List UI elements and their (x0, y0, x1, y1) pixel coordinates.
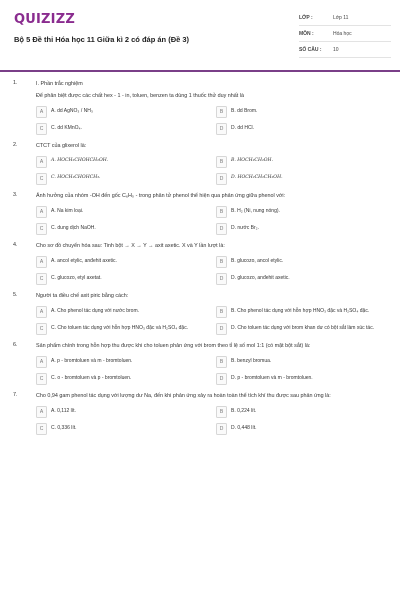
question-item (0, 80, 400, 135)
option-letter: D (216, 223, 227, 235)
option-text: B. glucozo, ancol etylic. (231, 258, 284, 264)
question-number: 7. (13, 392, 18, 398)
meta-value: 10 (333, 46, 339, 53)
option-letter: A (36, 106, 47, 118)
answer-option-d[interactable] (216, 373, 386, 385)
option-letter: A (36, 356, 47, 368)
option-letter: A (36, 206, 47, 218)
question-number: 1. (13, 80, 18, 86)
answer-option-b[interactable] (216, 406, 386, 418)
answer-options (36, 256, 386, 285)
option-letter: C (36, 223, 47, 235)
option-text: A. Na kim loại. (51, 208, 84, 214)
question-number: 2. (13, 142, 18, 148)
answer-option-b[interactable] (216, 256, 386, 268)
option-text: C. Cho toluen tác dụng với hỗn hợp HNO₃ đặc và H₂SO₄ đặc. (51, 325, 189, 331)
meta-row-subject (299, 26, 391, 42)
option-letter: B (216, 106, 227, 118)
option-text: B. HOCH₂CH₂OH. (231, 158, 274, 163)
option-text: C. 0,336 lít. (51, 425, 77, 431)
option-letter: B (216, 406, 227, 418)
question-text: Cho 0,94 gam phenol tác dụng với lượng dư Na, đến khi phản ứng xảy ra hoàn toàn thể tích khí thu được sau phản ứng là: (36, 393, 331, 399)
answer-options (36, 156, 386, 185)
option-text: B. dd Brom. (231, 108, 258, 114)
answer-option-a[interactable] (36, 306, 216, 318)
quizizz-logo: QUIZIZZ (14, 12, 75, 27)
question-item (0, 392, 400, 435)
option-text: A. dd AgNO₃ / NH₃ (51, 108, 93, 114)
question-text: Người ta điều chế axit piric bằng cách: (36, 293, 129, 299)
answer-option-a[interactable] (36, 256, 216, 268)
question-text: CTCT của glixerol là: (36, 143, 87, 149)
option-letter: C (36, 323, 47, 335)
answer-option-a[interactable] (36, 356, 216, 368)
answer-option-b[interactable] (216, 156, 386, 168)
option-text: B. benzyl bromua. (231, 358, 272, 364)
option-letter: D (216, 273, 227, 285)
answer-option-c[interactable] (36, 423, 216, 435)
option-text: C. glucozo, etyl axetat. (51, 275, 102, 281)
answer-option-c[interactable] (36, 323, 216, 335)
option-letter: C (36, 373, 47, 385)
option-letter: C (36, 173, 47, 185)
question-text: Để phân biệt được các chất hex - 1 - in, toluen, benzen ta dùng 1 thuốc thử duy nhất là (36, 93, 244, 99)
answer-option-d[interactable] (216, 323, 386, 335)
option-letter: B (216, 206, 227, 218)
answer-option-a[interactable] (36, 106, 216, 118)
header-divider (0, 70, 400, 72)
question-number: 3. (13, 192, 18, 198)
question-text: Cho sơ đồ chuyển hóa sau: Tinh bột → X → Y → axit axetic. X và Y lần lượt là: (36, 243, 225, 249)
question-item (0, 292, 400, 335)
meta-value: Hóa học (333, 30, 352, 37)
answer-option-c[interactable] (36, 273, 216, 285)
question-item (0, 242, 400, 285)
question-list (0, 80, 400, 435)
question-item (0, 142, 400, 185)
option-text: A. HOCH₂CHOHCH₂OH. (51, 158, 109, 163)
meta-label: MÔN : (299, 30, 314, 37)
question-item (0, 342, 400, 385)
answer-options (36, 306, 386, 335)
option-text: D. dd HCl. (231, 125, 255, 131)
question-text: I. Phần trắc nghiệm (36, 81, 83, 87)
question-number: 6. (13, 342, 18, 348)
option-letter: A (36, 306, 47, 318)
option-text: D. 0,448 lít. (231, 425, 257, 431)
answer-option-a[interactable] (36, 206, 216, 218)
answer-option-c[interactable] (36, 123, 216, 135)
answer-option-d[interactable] (216, 423, 386, 435)
option-letter: A (36, 156, 47, 168)
answer-option-c[interactable] (36, 373, 216, 385)
option-text: A. p - bromtoluen và m - bromtoluen. (51, 358, 133, 364)
option-text: C. dd KMnO₄. (51, 125, 82, 131)
option-text: A. ancol etylic, anđehit axetic. (51, 258, 117, 264)
question-item (0, 192, 400, 235)
option-letter: D (216, 173, 227, 185)
option-text: D. nước Br₂. (231, 225, 260, 231)
option-text: A. 0,112 lít. (51, 408, 76, 414)
meta-row-class (299, 10, 391, 26)
option-letter: B (216, 356, 227, 368)
question-number: 4. (13, 242, 18, 248)
option-letter: B (216, 156, 227, 168)
meta-row-count (299, 42, 391, 58)
answer-options (36, 206, 386, 235)
option-text: C. HOCH₂CHOHCH₃. (51, 175, 101, 180)
answer-option-b[interactable] (216, 206, 386, 218)
answer-option-d[interactable] (216, 173, 386, 185)
option-letter: A (36, 406, 47, 418)
meta-table (299, 10, 391, 58)
answer-option-a[interactable] (36, 406, 216, 418)
answer-option-d[interactable] (216, 123, 386, 135)
meta-label: SỐ CÂU : (299, 46, 322, 53)
answer-option-b[interactable] (216, 356, 386, 368)
option-text: C. o - bromtoluen và p - bromtoluen. (51, 375, 132, 381)
option-text: D. HOCH₂CH₂CH₂OH. (231, 175, 283, 180)
option-letter: B (216, 256, 227, 268)
option-letter: D (216, 323, 227, 335)
question-text: Sản phẩm chính trong hỗn hợp thu được khi cho toluen phản ứng với brom theo tỉ lệ số mol 1:1 (có mặt bột sắt) là: (36, 343, 311, 349)
option-letter: C (36, 123, 47, 135)
option-letter: C (36, 423, 47, 435)
answer-option-b[interactable] (216, 306, 386, 318)
option-letter: D (216, 423, 227, 435)
option-letter: C (36, 273, 47, 285)
answer-option-d[interactable] (216, 223, 386, 235)
option-text: B. Cho phenol tác dụng với hỗn hợp HNO₃ đặc và H₂SO₄ đặc. (231, 308, 370, 314)
question-number: 5. (13, 292, 18, 298)
answer-option-b[interactable] (216, 106, 386, 118)
answer-option-c[interactable] (36, 223, 216, 235)
meta-value: Lớp 11 (333, 14, 349, 21)
answer-option-a[interactable] (36, 156, 216, 168)
answer-options (36, 106, 386, 135)
answer-options (36, 356, 386, 385)
option-text: D. glucozo, anđehit axetic. (231, 275, 290, 281)
meta-label: LỚP : (299, 14, 313, 21)
option-text: B. H₂ (Ni, nung nóng). (231, 208, 280, 214)
answer-option-c[interactable] (36, 173, 216, 185)
answer-options (36, 406, 386, 435)
option-text: B. 0,224 lít. (231, 408, 257, 414)
option-letter: D (216, 373, 227, 385)
option-letter: A (36, 256, 47, 268)
answer-option-d[interactable] (216, 273, 386, 285)
option-text: D. Cho toluen tác dụng với brom khan dư có bột sắt làm xúc tác. (231, 325, 375, 331)
page-title: Bộ 5 Đề thi Hóa học 11 Giữa kì 2 có đáp án (Đề 3) (14, 35, 190, 44)
option-letter: B (216, 306, 227, 318)
option-letter: D (216, 123, 227, 135)
option-text: A. Cho phenol tác dụng với nước brom. (51, 308, 140, 314)
question-text: Ảnh hưởng của nhóm -OH đến gốc C₆H₅ - trong phân tử phenol thể hiện qua phản ứng giữa phenol với: (36, 193, 286, 199)
worksheet-header (0, 0, 400, 62)
option-text: D. p - bromtoluen và m - bromtoluen. (231, 375, 313, 381)
option-text: C. dung dịch NaOH. (51, 225, 96, 231)
